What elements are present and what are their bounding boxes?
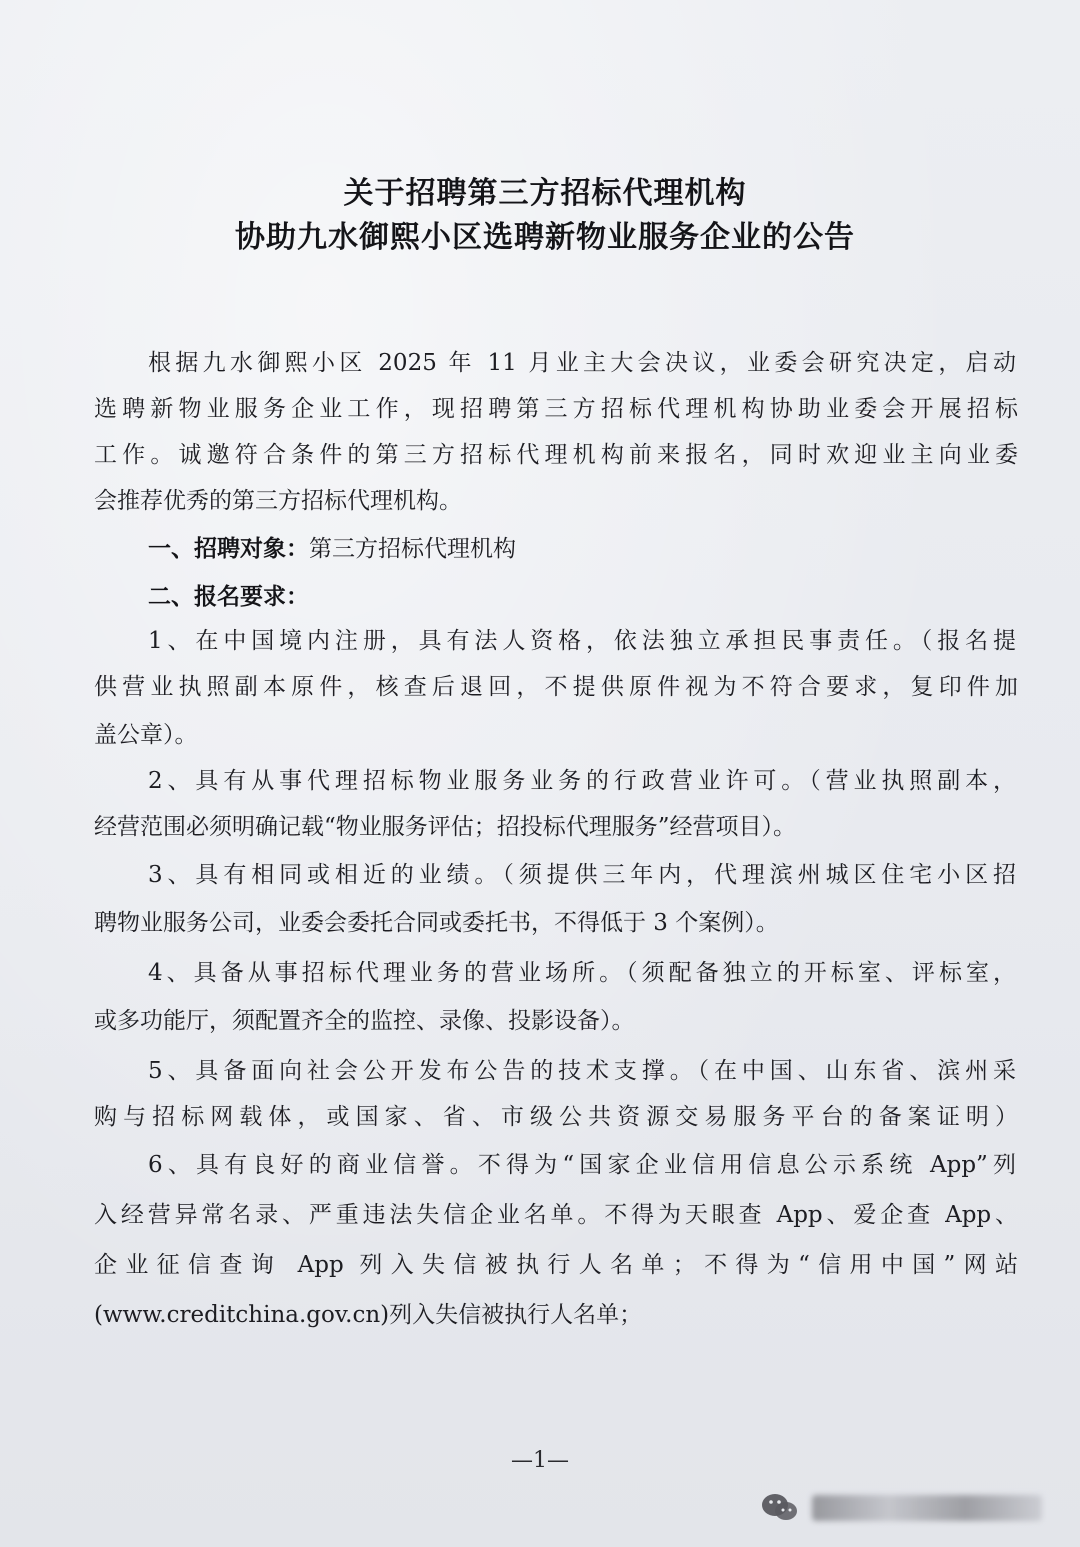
req-4-line-1: 4、具备从事招标代理业务的营业场所。（须配备独立的开标室、评标室， — [148, 960, 1016, 986]
req-6-line-3: 企业征信查询 App 列入失信被执行人名单；不得为“信用中国”网站 — [94, 1252, 1018, 1278]
section-requirements — [148, 578, 1016, 611]
wechat-icon — [760, 1491, 800, 1525]
intro-line-2: 选聘新物业服务企业工作，现招聘第三方招标代理机构协助业委会开展招标 — [94, 396, 1018, 422]
page-number: —1— — [511, 1448, 569, 1473]
intro-line-1: 根据九水御熙小区 2025 年 11 月业主大会决议，业委会研究决定，启动 — [148, 350, 1016, 376]
req-2-line-2: 经营范围必须明确记载“物业服务评估；招投标代理服务”经营项目）。 — [94, 814, 797, 840]
section-2-label: 二、报名要求： — [148, 584, 309, 610]
req-5-line-2: 购与招标网载体，或国家、省、市级公共资源交易服务平台的备案证明） — [94, 1104, 1018, 1130]
intro-line-3: 工作。诚邀符合条件的第三方招标代理机构前来报名，同时欢迎业主向业委 — [94, 442, 1018, 468]
req-2-line-1: 2、具有从事代理招标物业服务业务的行政营业许可。（营业执照副本， — [148, 768, 1016, 794]
document-title-line-2: 协助九水御熙小区选聘新物业服务企业的公告 — [235, 220, 855, 255]
req-1-line-2: 供营业执照副本原件，核查后退回，不提供原件视为不符合要求，复印件加 — [94, 674, 1018, 700]
req-6-line-1: 6、具有良好的商业信誉。不得为“国家企业信用信息公示系统 App”列 — [148, 1152, 1016, 1178]
req-4-line-2: 或多功能厅，须配置齐全的监控、录像、投影设备）。 — [94, 1008, 635, 1034]
watermark-blurred-text — [812, 1495, 1042, 1521]
source-watermark — [760, 1486, 1060, 1530]
req-3-line-1: 3、具有相同或相近的业绩。（须提供三年内，代理滨州城区住宅小区招 — [148, 862, 1016, 888]
req-1-line-1: 1、在中国境内注册，具有法人资格，依法独立承担民事责任。（报名提 — [148, 628, 1016, 654]
document-title-line-1: 关于招聘第三方招标代理机构 — [343, 176, 747, 211]
section-1-value: 第三方招标代理机构 — [309, 536, 516, 562]
section-recruit-target — [148, 530, 1016, 563]
req-6-line-4: (www.creditchina.gov.cn)列入失信被执行人名单； — [94, 1302, 643, 1328]
req-3-line-2: 聘物业服务公司，业委会委托合同或委托书，不得低于 3 个案例）。 — [94, 910, 779, 936]
section-1-label: 一、招聘对象： — [148, 536, 309, 562]
intro-line-4: 会推荐优秀的第三方招标代理机构。 — [94, 488, 462, 514]
req-6-line-2: 入经营异常名录、严重违法失信企业名单。不得为天眼查 App、爱企查 App、 — [94, 1202, 1018, 1228]
req-5-line-1: 5、具备面向社会公开发布公告的技术支撑。（在中国、山东省、滨州采 — [148, 1058, 1016, 1084]
req-1-line-3: 盖公章）。 — [94, 722, 198, 748]
